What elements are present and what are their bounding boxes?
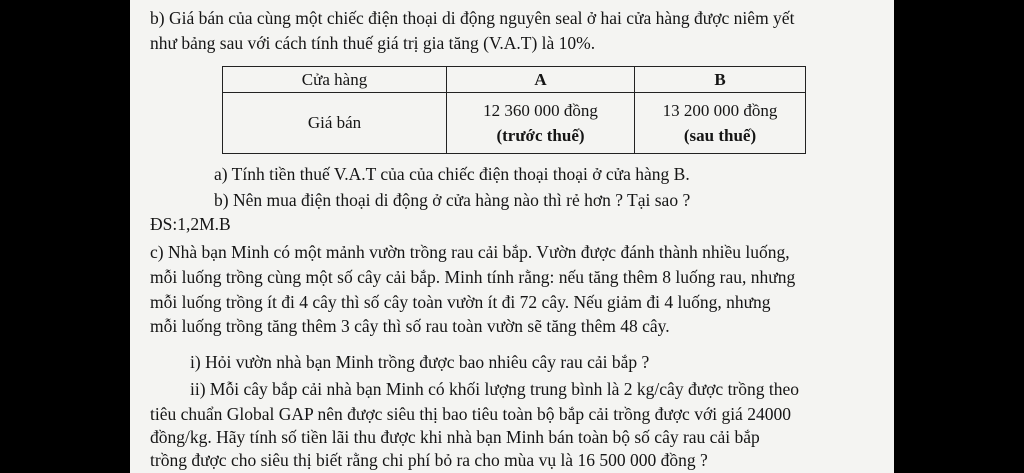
store-a-price: 12 360 000 đồng xyxy=(483,100,598,120)
header-a: A xyxy=(447,67,635,93)
question-a: a) Tính tiền thuế V.A.T của của chiếc điện thoại thoại ở cửa hàng B. xyxy=(214,164,690,184)
part-c-line-4: mỗi luống trồng tăng thêm 3 cây thì số rau toàn vườn sẽ tăng thêm 48 cây. xyxy=(150,316,670,336)
store-b-price-cell xyxy=(635,93,806,154)
store-a-price-cell xyxy=(447,93,635,154)
question-b: b) Nên mua điện thoại di động ở cửa hàng nào thì rẻ hơn ? Tại sao ? xyxy=(214,190,691,210)
store-a-note: (trước thuế) xyxy=(496,125,585,145)
question-i: i) Hỏi vườn nhà bạn Minh trồng được bao nhiêu cây rau cải bắp ? xyxy=(190,352,650,372)
part-b-line-1: b) Giá bán của cùng một chiếc điện thoại di động nguyên seal ở hai cửa hàng được niêm yết xyxy=(150,8,795,28)
question-ii-line-1: ii) Mỗi cây bắp cải nhà bạn Minh có khối lượng trung bình là 2 kg/cây được trồng theo xyxy=(190,379,800,399)
header-store: Cửa hàng xyxy=(223,67,447,93)
part-c-line-1: c) Nhà bạn Minh có một mảnh vườn trồng rau cải bắp. Vườn được đánh thành nhiều luống, xyxy=(150,242,790,262)
store-b-note: (sau thuế) xyxy=(683,125,757,145)
part-c-line-2: mỗi luống trồng cùng một số cây cải bắp. Minh tính rằng: nếu tăng thêm 8 luống rau, nhưng xyxy=(150,267,796,287)
question-ii-line-4: trồng được cho siêu thị biết rằng chi phí bỏ ra cho mùa vụ là 16 500 000 đồng ? xyxy=(150,450,708,470)
part-b-line-2: như bảng sau với cách tính thuế giá trị gia tăng (V.A.T) là 10%. xyxy=(150,33,596,53)
question-ii-line-3: đồng/kg. Hãy tính số tiền lãi thu được khi nhà bạn Minh bán toàn bộ số cây rau cải bắp xyxy=(150,427,760,447)
answer-line: ĐS:1,2M.B xyxy=(150,214,231,234)
document-page xyxy=(130,0,894,473)
price-table xyxy=(222,66,806,154)
row-label-price: Giá bán xyxy=(223,93,447,154)
part-c-line-3: mỗi luống trồng ít đi 4 cây thì số cây toàn vườn ít đi 72 cây. Nếu giảm đi 4 luống, nhưng xyxy=(150,292,771,312)
question-ii-line-2: tiêu chuẩn Global GAP nên được siêu thị bao tiêu toàn bộ bắp cải trồng được với giá 24000 xyxy=(150,404,791,424)
store-b-price: 13 200 000 đồng xyxy=(662,100,778,120)
header-b: B xyxy=(635,67,806,93)
